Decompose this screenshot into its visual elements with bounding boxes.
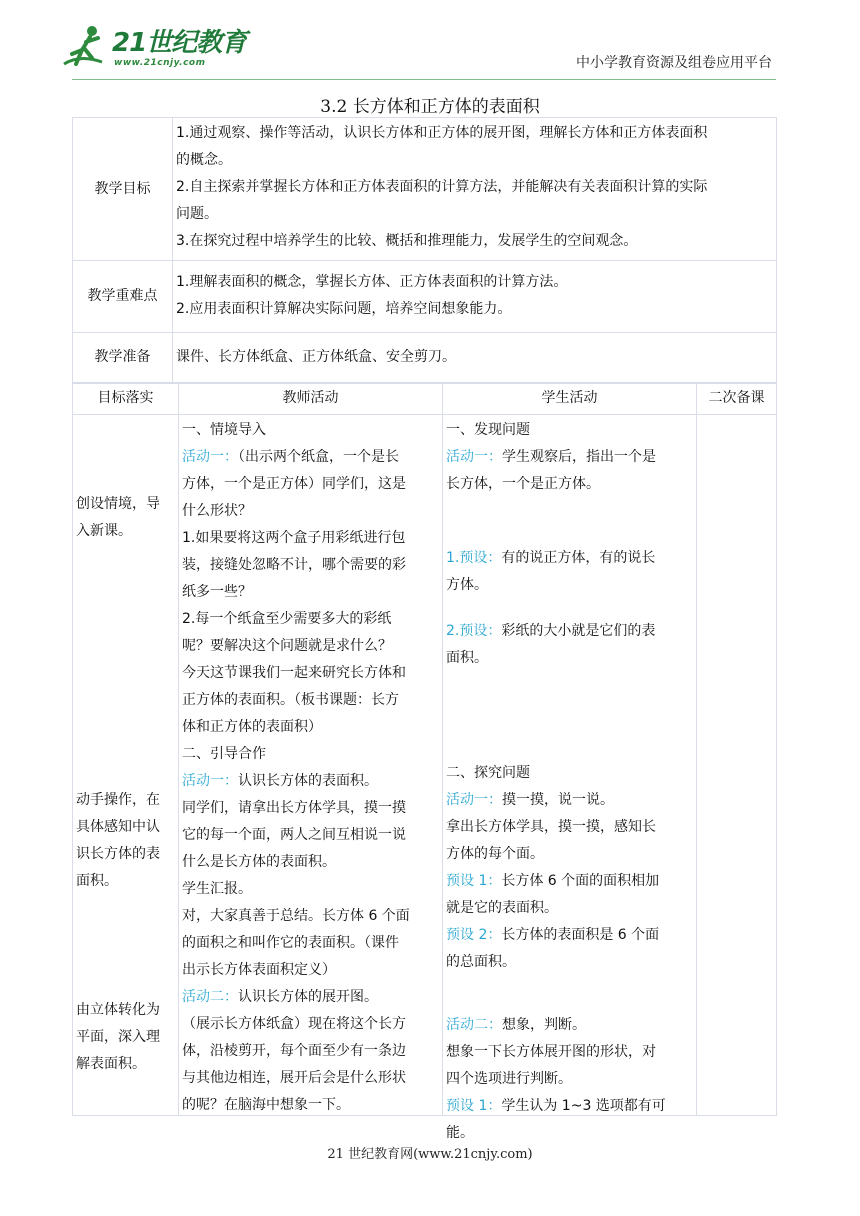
page-footer: 21 世纪教育网(www.21cnjy.com) <box>327 1147 533 1162</box>
activity-text: 体，沿棱剪开，每个面至少有一条边 <box>182 1043 406 1059</box>
activity-text: 拿出长方体学具，摸一摸，感知长 <box>446 819 656 835</box>
activity-line <box>446 949 693 976</box>
activity-text: （出示两个纸盒，一个是长 <box>238 449 399 465</box>
activity-line <box>182 1065 439 1092</box>
activity-line <box>446 760 693 787</box>
activity-line <box>182 903 439 930</box>
info-row-key-points <box>73 261 777 333</box>
activity-line <box>446 814 693 841</box>
activity-text: 长方体 6 个面的面积相加 <box>501 873 660 889</box>
activity-line <box>182 633 439 660</box>
info-row-preparation <box>73 333 777 383</box>
activity-text: 面积。 <box>446 650 488 666</box>
activity-text: 学生观察后，指出一个是 <box>502 449 656 465</box>
objective-item <box>76 787 175 895</box>
activity-text: 二、探究问题 <box>446 765 530 781</box>
activity-text: 的面积之和叫作它的表面积。（课件 <box>182 935 399 951</box>
activity-text: 与其他边相连，展开后会是什么形状 <box>182 1070 406 1086</box>
header-revision: 二次备课 <box>697 384 777 415</box>
activity-text: 同学们，请拿出长方体学具，摸一摸 <box>182 800 406 816</box>
activity-line <box>446 1012 693 1039</box>
objective-column <box>73 415 179 1116</box>
objective-line: 动手操作，在 <box>76 792 160 808</box>
activities-row <box>73 415 777 1116</box>
logo-url: www.21cnjy.com <box>114 58 206 68</box>
info-content <box>173 118 777 261</box>
activity-line <box>182 1092 439 1119</box>
info-label: 教学目标 <box>73 118 173 261</box>
activity-text: 什么形状？ <box>182 503 252 519</box>
activity-line <box>182 714 439 741</box>
activity-line <box>446 1039 693 1066</box>
activity-text: 有的说正方体，有的说长 <box>501 550 656 566</box>
activity-line <box>182 1011 439 1038</box>
activity-line <box>182 930 439 957</box>
info-label: 教学准备 <box>73 333 173 383</box>
student-activity-block <box>446 760 693 976</box>
student-activity-block <box>446 545 693 599</box>
activity-line <box>182 552 439 579</box>
activity-text: 的总面积。 <box>446 954 516 970</box>
activity-tag: 活动一： <box>182 449 238 465</box>
objective-line: 由立体转化为 <box>76 1002 160 1018</box>
activity-line <box>446 1093 693 1120</box>
info-line: 的概念。 <box>176 152 232 168</box>
activity-line <box>182 768 439 795</box>
activity-text: 正方体的表面积。（板书课题：长方 <box>182 692 399 708</box>
activity-line <box>446 868 693 895</box>
activity-text: 四个选项进行判断。 <box>446 1071 572 1087</box>
activity-tag: 活动一： <box>446 449 502 465</box>
logo-text: 21世纪教育 <box>112 28 247 58</box>
lesson-info-table <box>72 117 777 383</box>
student-activity-block <box>446 618 693 672</box>
activity-line <box>446 444 693 471</box>
activity-text: （展示长方体纸盒）现在将这个长方 <box>182 1016 406 1032</box>
table-header-row <box>73 384 777 415</box>
activity-line <box>182 876 439 903</box>
activity-line <box>182 849 439 876</box>
activity-tag: 活动二： <box>446 1017 502 1033</box>
activity-text: 出示长方体表面积定义） <box>182 962 336 978</box>
activity-line <box>182 498 439 525</box>
activity-text: 方体，一个是正方体）同学们，这是 <box>182 476 406 492</box>
info-label: 教学重难点 <box>73 261 173 333</box>
info-content <box>173 333 777 383</box>
activity-line <box>446 417 693 444</box>
objective-line: 识长方体的表 <box>76 846 160 862</box>
activity-text: 想象，判断。 <box>502 1017 586 1033</box>
teacher-column <box>179 415 443 1116</box>
activity-text: 今天这节课我们一起来研究长方体和 <box>182 665 406 681</box>
activity-line <box>446 895 693 922</box>
objective-line: 解表面积。 <box>76 1056 146 1072</box>
objective-item <box>76 997 175 1078</box>
objective-item <box>76 491 175 545</box>
activity-text: 它的每一个面，两人之间互相说一说 <box>182 827 406 843</box>
activity-tag: 活动一： <box>182 773 238 789</box>
info-line: 问题。 <box>176 206 218 222</box>
platform-name: 中小学教育资源及组卷应用平台 <box>576 55 772 71</box>
activity-tag: 预设 2： <box>446 927 502 943</box>
page-title: 3.2 长方体和正方体的表面积 <box>320 97 540 117</box>
info-content <box>173 261 777 333</box>
runner-logo-icon <box>62 24 112 70</box>
objective-line: 平面，深入理 <box>76 1029 160 1045</box>
activity-tag: 活动二： <box>182 989 238 1005</box>
objective-line: 面积。 <box>76 873 118 889</box>
activity-line <box>446 922 693 949</box>
info-row-objectives <box>73 118 777 261</box>
activity-tag: 2.预设： <box>446 623 502 639</box>
activity-text: 的呢？在脑海中想象一下。 <box>182 1097 350 1113</box>
activity-line <box>182 795 439 822</box>
activity-text: 方体的每个面。 <box>446 846 544 862</box>
activity-text: 体和正方体的表面积） <box>182 719 322 735</box>
activity-line <box>182 660 439 687</box>
activity-line <box>182 606 439 633</box>
revision-column <box>697 415 777 1116</box>
activity-text: 什么是长方体的表面积。 <box>182 854 336 870</box>
activity-text: 就是它的表面积。 <box>446 900 558 916</box>
activity-line <box>446 645 693 672</box>
info-line: 3.在探究过程中培养学生的比较、概括和推理能力，发展学生的空间观念。 <box>176 233 638 249</box>
activity-text: 纸多一些？ <box>182 584 252 600</box>
activity-text: 想象一下长方体展开图的形状，对 <box>446 1044 656 1060</box>
header-teacher: 教师活动 <box>179 384 443 415</box>
activity-line <box>182 525 439 552</box>
activity-text: 认识长方体的展开图。 <box>238 989 378 1005</box>
activity-line <box>182 417 439 444</box>
activity-text: 对，大家真善于总结。长方体 6 个面 <box>182 908 410 924</box>
activity-line <box>446 545 693 572</box>
teacher-activity-block <box>182 417 439 1119</box>
activity-line <box>182 957 439 984</box>
activity-text: 二、引导合作 <box>182 746 266 762</box>
activity-text: 一、发现问题 <box>446 422 530 438</box>
activity-text: 装，接缝处忽略不计，哪个需要的彩 <box>182 557 406 573</box>
activity-text: 一、情境导入 <box>182 422 266 438</box>
activity-line <box>182 1038 439 1065</box>
activity-line <box>446 572 693 599</box>
activity-line <box>182 822 439 849</box>
objective-line: 入新课。 <box>76 523 132 539</box>
logo <box>62 22 262 74</box>
activity-line <box>446 618 693 645</box>
activity-text: 摸一摸，说一说。 <box>502 792 614 808</box>
activity-text: 彩纸的大小就是它们的表 <box>501 623 656 639</box>
info-line: 2.自主探索并掌握长方体和正方体表面积的计算方法，并能解决有关表面积计算的实际 <box>176 179 708 195</box>
activity-text: 呢？要解决这个问题就是求什么？ <box>182 638 392 654</box>
page-header <box>0 0 860 82</box>
activity-tag: 1.预设： <box>446 550 502 566</box>
activity-tag: 预设 1： <box>446 873 502 889</box>
info-line: 课件、长方体纸盒、正方体纸盒、安全剪刀。 <box>176 349 456 365</box>
activities-table <box>72 383 777 1141</box>
activity-line <box>446 1066 693 1093</box>
activity-line <box>182 579 439 606</box>
activity-tag: 预设 1： <box>446 1098 502 1114</box>
info-line: 1.通过观察、操作等活动，认识长方体和正方体的展开图，理解长方体和正方体表面积 <box>176 125 708 141</box>
header-student: 学生活动 <box>443 384 697 415</box>
activity-text: 长方体的表面积是 6 个面 <box>501 927 660 943</box>
activity-tag: 活动一： <box>446 792 502 808</box>
activity-line <box>182 444 439 471</box>
activity-text: 学生汇报。 <box>182 881 252 897</box>
student-activity-block <box>446 417 693 498</box>
activity-text: 长方体，一个是正方体。 <box>446 476 600 492</box>
activity-text: 1.如果要将这两个盒子用彩纸进行包 <box>182 530 406 546</box>
activity-text: 能。 <box>446 1125 474 1141</box>
activity-line <box>446 471 693 498</box>
header-divider <box>72 79 776 80</box>
activity-line <box>182 741 439 768</box>
objective-line: 创设情境，导 <box>76 496 160 512</box>
info-line: 1.理解表面积的概念，掌握长方体、正方体表面积的计算方法。 <box>176 274 568 290</box>
objective-line: 具体感知中认 <box>76 819 160 835</box>
activity-text: 认识长方体的表面积。 <box>238 773 378 789</box>
activity-line <box>182 471 439 498</box>
activity-text: 学生认为 1~3 选项都有可 <box>501 1098 666 1114</box>
activity-line <box>446 841 693 868</box>
activity-text: 2.每一个纸盒至少需要多大的彩纸 <box>182 611 392 627</box>
activity-line <box>182 984 439 1011</box>
student-column <box>443 415 697 1141</box>
info-line: 2.应用表面积计算解决实际问题，培养空间想象能力。 <box>176 301 512 317</box>
activity-line <box>446 787 693 814</box>
activity-line <box>182 687 439 714</box>
student-activity-block <box>446 1012 693 1147</box>
header-objective: 目标落实 <box>73 384 179 415</box>
activity-text: 方体。 <box>446 577 488 593</box>
